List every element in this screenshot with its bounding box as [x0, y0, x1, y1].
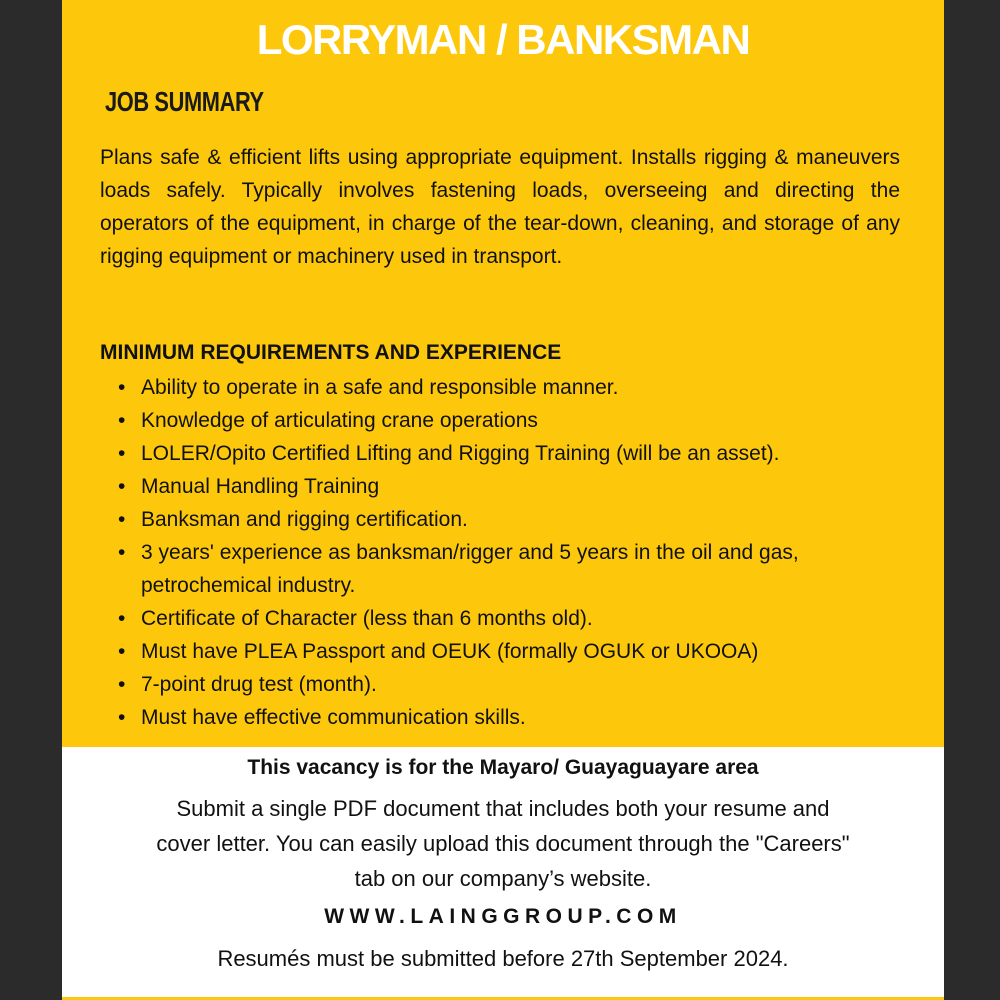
bullet-icon: • [118, 706, 126, 729]
job-summary-text: Plans safe & efficient lifts using appropriate equipment. Installs rigging & maneuvers loads safely. Typically involves fastening loads, overseeing and directing the operators of the equipment, in charge of the tear-down, cleaning, and storage of any rigging equipment or machinery used in transport. [100, 146, 900, 268]
application-info-panel [62, 747, 944, 997]
requirement-text: 7-point drug test (month). [141, 673, 377, 696]
list-item [100, 404, 920, 437]
company-website-link[interactable]: WWW.LAINGGROUP.COM [324, 905, 682, 928]
requirement-text: LOLER/Opito Certified Lifting and Rigging Training (will be an asset). [141, 442, 780, 465]
requirement-text: Knowledge of articulating crane operations [141, 409, 538, 432]
list-item [100, 371, 920, 404]
list-item [100, 668, 920, 701]
requirement-text: 3 years' experience as banksman/rigger and 5 years in the oil and gas, petrochemical industry. [141, 541, 799, 597]
requirement-text: Must have PLEA Passport and OEUK (formally OGUK or UKOOA) [141, 640, 759, 663]
bullet-icon: • [118, 607, 126, 630]
submission-line: tab on our company’s website. [354, 866, 652, 891]
requirement-text: Certificate of Character (less than 6 months old). [141, 607, 593, 630]
bullet-icon: • [118, 541, 126, 564]
list-item [100, 536, 920, 602]
job-summary-heading: JOB SUMMARY [105, 86, 264, 117]
vacancy-location: This vacancy is for the Mayaro/ Guayaguayare area [247, 756, 759, 779]
bullet-icon: • [118, 508, 126, 531]
bullet-icon: • [118, 673, 126, 696]
requirements-list [100, 371, 920, 734]
bullet-icon: • [118, 376, 126, 399]
submission-line: Submit a single PDF document that includes both your resume and [176, 796, 830, 821]
list-item [100, 437, 920, 470]
list-item [100, 503, 920, 536]
bullet-icon: • [118, 409, 126, 432]
requirement-text: Ability to operate in a safe and responsible manner. [141, 376, 619, 399]
bullet-icon: • [118, 640, 126, 663]
submission-instructions [103, 791, 903, 896]
bullet-icon: • [118, 475, 126, 498]
requirement-text: Manual Handling Training [141, 475, 380, 498]
job-title: LORRYMAN / BANKSMAN [256, 16, 750, 63]
bullet-icon: • [118, 442, 126, 465]
list-item [100, 470, 920, 503]
submission-line: cover letter. You can easily upload this document through the "Careers" [156, 831, 850, 856]
requirements-heading: MINIMUM REQUIREMENTS AND EXPERIENCE [100, 341, 562, 364]
list-item [100, 701, 920, 734]
requirement-text: Must have effective communication skills. [141, 706, 526, 729]
list-item [100, 635, 920, 668]
submission-deadline: Resumés must be submitted before 27th September 2024. [217, 946, 789, 971]
requirement-text: Banksman and rigging certification. [141, 508, 468, 531]
list-item [100, 602, 920, 635]
